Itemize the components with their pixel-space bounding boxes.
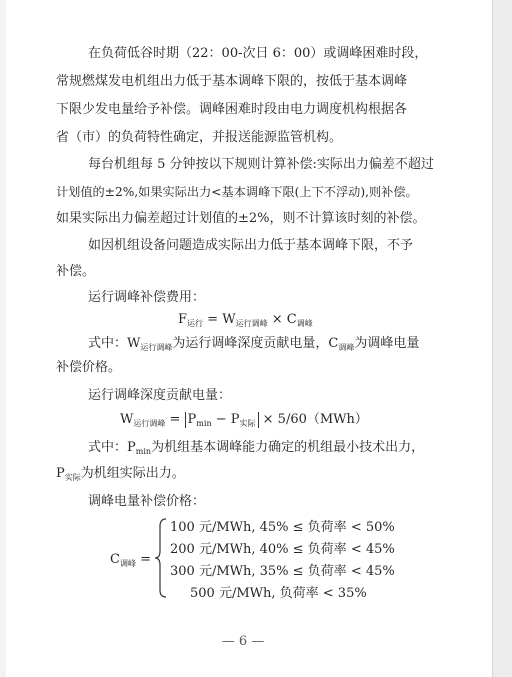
formula2-Pmin: P — [187, 412, 197, 427]
where2-P2-sub: 实际 — [64, 473, 81, 482]
price-lhs — [110, 552, 151, 568]
formula1-C-sub: 调峰 — [296, 319, 313, 328]
where1-tail: 为调峰电量 — [354, 336, 420, 351]
p1-line-3: 下限少发电量给予补偿。调峰困难时段由电力调度机构根据各 — [56, 102, 408, 117]
formula2-tail: × 5/60（MWh） — [258, 412, 368, 427]
formula2-Pmin-sub: min — [196, 419, 212, 428]
where1-C: C — [328, 336, 339, 351]
where1-W-sub: 运行调峰 — [140, 343, 173, 352]
where1-W: W — [127, 336, 141, 351]
page-edge-scrollbar — [492, 0, 512, 677]
p1-line-1: 在负荷低谷时期（22：00-次日 6：00）或调峰困难时段， — [88, 46, 428, 61]
p1-line-2: 常规燃煤发电机组出力低于基本调峰下限的，按低于基本调峰 — [56, 74, 408, 89]
price-C: C — [110, 552, 120, 567]
where2-line-2 — [56, 466, 185, 482]
p2-line-3: 如果实际出力偏差超过计划值的±2%，则不计算该时刻的补偿。 — [56, 211, 426, 226]
piecewise-brace — [154, 518, 168, 598]
where1-prefix: 式中： — [88, 336, 128, 351]
depth-heading: 运行调峰深度贡献电量： — [88, 388, 232, 403]
price-case-1: 100 元/MWh, 45% ≤ 负荷率 < 50% — [170, 520, 395, 535]
formula1-eq: = — [203, 312, 223, 327]
p1-line-4: 省（市）的负荷特性确定，并报送能源监管机构。 — [56, 130, 343, 145]
p3-line-2: 补偿。 — [56, 264, 96, 279]
p2-line-1: 每台机组每 5 分钟按以下规则计算补偿:实际出力偏差不超过 — [88, 157, 434, 172]
where2-prefix: 式中： — [88, 440, 128, 455]
where1-line-2: 补偿价格。 — [56, 360, 122, 375]
formula2-eq: = — [165, 412, 185, 427]
price-eq: = — [135, 552, 151, 567]
formula2-abs — [185, 412, 259, 428]
where2-P: P — [127, 440, 136, 455]
price-case-2: 200 元/MWh, 40% ≤ 负荷率 < 45% — [170, 542, 395, 557]
where1-C-sub: 调峰 — [338, 343, 355, 352]
formula1-C: C — [286, 312, 297, 327]
price-C-sub: 调峰 — [119, 559, 136, 568]
where2-mid: 为机组基本调峰能力确定的机组最小技术出力， — [151, 440, 425, 455]
formula-fee — [178, 312, 313, 328]
formula1-W-sub: 运行调峰 — [235, 319, 268, 328]
where1-line-1 — [88, 336, 419, 352]
formula1-times: × — [267, 312, 287, 327]
p2-line-2: 计划值的±2%,如果实际出力<基本调峰下限(上下不浮动),则补偿。 — [56, 185, 418, 199]
formula1-W: W — [222, 312, 236, 327]
formula-depth — [120, 412, 368, 428]
formula2-W: W — [120, 412, 134, 427]
formula1-F: F — [178, 312, 188, 327]
where1-mid: 为运行调峰深度贡献电量， — [172, 336, 329, 351]
where2-tail: 为机组实际出力。 — [80, 466, 185, 481]
page-number: — 6 — — [221, 634, 265, 649]
formula2-P: P — [230, 412, 240, 427]
formula1-F-sub: 运行 — [187, 319, 204, 328]
formula2-P-sub: 实际 — [239, 419, 256, 428]
where2-line-1 — [88, 440, 424, 456]
price-case-4: 500 元/MWh, 负荷率 < 35% — [190, 586, 367, 601]
fee-heading: 运行调峰补偿费用： — [88, 290, 206, 305]
where2-P2: P — [56, 466, 65, 481]
price-heading: 调峰电量补偿价格： — [88, 494, 206, 509]
formula2-W-sub: 运行调峰 — [133, 419, 166, 428]
formula2-minus: − — [211, 412, 231, 427]
price-case-3: 300 元/MWh, 35% ≤ 负荷率 < 45% — [170, 564, 395, 579]
where2-P-sub: min — [135, 447, 152, 456]
p3-line-1: 如因机组设备问题造成实际出力低于基本调峰下限，不予 — [88, 238, 414, 253]
